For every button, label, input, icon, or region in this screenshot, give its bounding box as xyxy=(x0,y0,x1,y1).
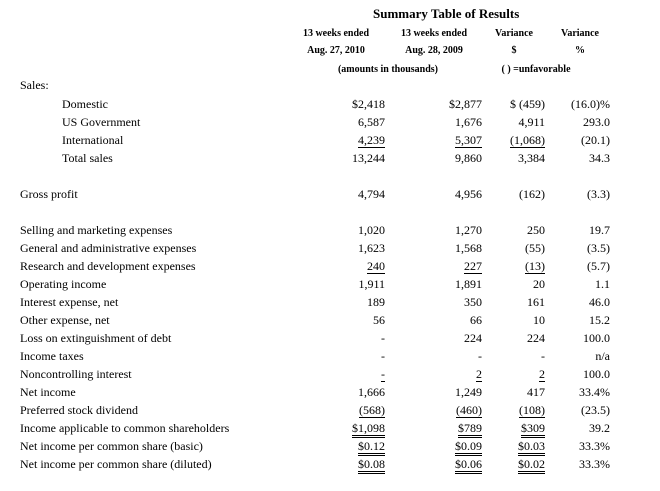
row-label: Net income per common share (basic) xyxy=(20,439,203,453)
table-cell-c4: 33.3% xyxy=(579,457,610,471)
table-cell xyxy=(373,313,385,328)
table-cell-c3: 250 xyxy=(527,223,545,237)
table-cell-c1: - xyxy=(381,331,385,345)
row-label: Gross profit xyxy=(20,187,78,201)
table-cell xyxy=(518,457,545,472)
table-cell-c1: - xyxy=(381,349,385,363)
table-cell xyxy=(455,457,482,472)
table-cell-c3: 3,384 xyxy=(518,151,545,165)
row-label: Interest expense, net xyxy=(20,295,119,309)
col4-header-line2: % xyxy=(575,45,585,56)
table-cell-c3: 2 xyxy=(539,367,545,381)
table-cell-c3: 20 xyxy=(533,277,545,291)
row-label: Research and development expenses xyxy=(20,259,196,273)
table-cell-c1: (568) xyxy=(359,403,385,417)
row-label: International xyxy=(62,133,124,147)
table-cell xyxy=(358,277,385,292)
table-cell xyxy=(589,151,610,166)
table-cell-c1: 56 xyxy=(373,313,385,327)
table-cell-c2: 2 xyxy=(476,367,482,381)
table-cell-c1: 13,244 xyxy=(352,151,385,165)
table-cell xyxy=(381,349,385,364)
row-label: Selling and marketing expenses xyxy=(20,223,173,237)
table-cell-c4: 34.3 xyxy=(589,151,610,165)
table-cell-c2: 224 xyxy=(464,331,482,345)
table-cell xyxy=(583,367,610,382)
table-cell xyxy=(352,97,385,112)
table-cell xyxy=(510,133,545,148)
row-label: Other expense, net xyxy=(20,313,110,327)
table-cell-c1: 189 xyxy=(367,295,385,309)
table-cell xyxy=(358,115,385,130)
table-cell-c2: 1,568 xyxy=(455,241,482,255)
table-cell xyxy=(510,97,545,112)
table-cell-c1: 1,666 xyxy=(358,385,385,399)
table-cell-c4: 33.4% xyxy=(579,385,610,399)
table-cell-c4: 100.0 xyxy=(583,331,610,345)
table-cell xyxy=(579,385,610,400)
table-cell xyxy=(589,313,610,328)
table-cell-c2: 1,270 xyxy=(455,223,482,237)
table-cell-c4: 100.0 xyxy=(583,367,610,381)
table-cell xyxy=(519,187,545,202)
table-cell xyxy=(581,403,610,418)
table-cell-c3: $0.02 xyxy=(518,457,545,474)
table-cell-c3: 4,911 xyxy=(518,115,545,129)
table-cell-c3: $0.03 xyxy=(518,439,545,456)
table-cell-c3: 224 xyxy=(527,331,545,345)
table-cell xyxy=(476,367,482,382)
table-cell xyxy=(381,367,385,382)
table-cell-c2: - xyxy=(478,349,482,363)
table-cell xyxy=(358,223,385,238)
table-cell-c1: 1,911 xyxy=(358,277,385,291)
table-cell-c1: 4,239 xyxy=(358,133,385,147)
col2-header-line1: 13 weeks ended xyxy=(400,28,468,39)
table-cell xyxy=(571,97,610,112)
row-label: Domestic xyxy=(62,97,108,111)
table-cell-c4: (3.5) xyxy=(587,241,610,255)
col1-header-line2: Aug. 27, 2010 xyxy=(307,45,365,56)
table-cell-c2: $0.06 xyxy=(455,457,482,474)
table-cell xyxy=(381,331,385,346)
row-label: Sales: xyxy=(20,78,49,92)
row-label: Income taxes xyxy=(20,349,84,363)
table-cell-c4: (16.0)% xyxy=(571,97,610,111)
table-cell-c2: 4,956 xyxy=(455,187,482,201)
table-cell-c1: 6,587 xyxy=(358,115,385,129)
table-cell xyxy=(583,115,610,130)
row-label: Total sales xyxy=(62,151,113,165)
row-label: Noncontrolling interest xyxy=(20,367,132,381)
col3-header-line1: Variance xyxy=(495,28,533,39)
table-cell-c3: (108) xyxy=(519,403,545,417)
col4-header-line1: Variance xyxy=(561,28,599,39)
table-title-text: Summary Table of Results xyxy=(373,6,520,21)
table-cell xyxy=(464,259,482,274)
table-cell-c3: $309 xyxy=(521,421,545,438)
table-cell xyxy=(449,97,482,112)
table-cell xyxy=(358,133,385,148)
table-cell xyxy=(470,313,482,328)
table-cell xyxy=(589,421,610,436)
table-cell xyxy=(464,295,482,310)
table-cell xyxy=(455,187,482,202)
table-cell xyxy=(456,403,482,418)
table-cell-c2: 66 xyxy=(470,313,482,327)
table-cell xyxy=(525,259,545,274)
table-cell-c4: (3.3) xyxy=(587,187,610,201)
table-cell xyxy=(527,385,545,400)
table-cell-c1: 1,623 xyxy=(358,241,385,255)
table-cell xyxy=(583,331,610,346)
table-cell xyxy=(533,277,545,292)
table-cell-c2: $0.09 xyxy=(455,439,482,456)
table-cell-c1: 240 xyxy=(367,259,385,273)
table-cell-c4: (5.7) xyxy=(587,259,610,273)
table-cell xyxy=(587,241,610,256)
row-label: Net income xyxy=(20,385,76,399)
table-cell-c4: 15.2 xyxy=(589,313,610,327)
table-cell xyxy=(581,133,610,148)
table-cell xyxy=(352,151,385,166)
table-cell xyxy=(478,349,482,364)
table-cell xyxy=(352,421,385,436)
table-cell xyxy=(541,349,545,364)
table-cell xyxy=(579,439,610,454)
table-cell xyxy=(539,367,545,382)
row-label: Preferred stock dividend xyxy=(20,403,138,417)
table-cell xyxy=(358,241,385,256)
table-cell xyxy=(464,331,482,346)
table-cell xyxy=(455,133,482,148)
table-cell-c1: $2,418 xyxy=(352,97,385,111)
table-cell-c2: 350 xyxy=(464,295,482,309)
col3-header-line2: $ xyxy=(511,45,517,56)
table-cell-c3: $ (459) xyxy=(510,97,545,111)
table-cell xyxy=(458,421,482,436)
table-cell-c4: 46.0 xyxy=(589,295,610,309)
table-cell-c2: $789 xyxy=(458,421,482,438)
table-cell xyxy=(527,295,545,310)
table-cell xyxy=(367,259,385,274)
table-cell-c1: 4,794 xyxy=(358,187,385,201)
row-label: Loss on extinguishment of debt xyxy=(20,331,172,345)
table-cell-c3: - xyxy=(541,349,545,363)
table-cell xyxy=(367,295,385,310)
row-label: Net income per common share (diluted) xyxy=(20,457,212,471)
table-cell xyxy=(358,439,385,454)
table-cell-c4: 293.0 xyxy=(583,115,610,129)
table-cell xyxy=(358,457,385,472)
table-cell-c1: 1,020 xyxy=(358,223,385,237)
table-cell-c2: 227 xyxy=(464,259,482,273)
table-cell-c2: 1,891 xyxy=(455,277,482,291)
table-cell-c1: - xyxy=(381,367,385,381)
col2-header-line2: Aug. 28, 2009 xyxy=(405,45,463,56)
table-cell xyxy=(595,277,610,292)
table-cell xyxy=(358,385,385,400)
table-cell xyxy=(587,259,610,274)
table-cell xyxy=(527,223,545,238)
table-cell-c4: 19.7 xyxy=(589,223,610,237)
table-cell xyxy=(595,349,610,364)
table-cell xyxy=(527,331,545,346)
table-cell xyxy=(518,151,545,166)
table-cell-c2: $2,877 xyxy=(449,97,482,111)
table-cell xyxy=(455,277,482,292)
table-cell xyxy=(518,115,545,130)
table-cell-c3: 161 xyxy=(527,295,545,309)
table-cell-c4: 1.1 xyxy=(595,277,610,291)
table-cell-c3: 10 xyxy=(533,313,545,327)
table-cell-c4: 33.3% xyxy=(579,439,610,453)
row-label: General and administrative expenses xyxy=(20,241,197,255)
table-cell xyxy=(455,223,482,238)
table-cell-c3: (55) xyxy=(525,241,545,255)
table-cell xyxy=(455,439,482,454)
table-cell-c4: (23.5) xyxy=(581,403,610,417)
table-cell xyxy=(519,403,545,418)
table-cell xyxy=(455,385,482,400)
table-cell-c2: (460) xyxy=(456,403,482,417)
table-cell-c3: (162) xyxy=(519,187,545,201)
units-note: (amounts in thousands) xyxy=(337,64,439,75)
table-cell xyxy=(579,457,610,472)
table-cell xyxy=(518,439,545,454)
table-cell-c3: 417 xyxy=(527,385,545,399)
table-cell-c1: $1,098 xyxy=(352,421,385,438)
table-cell-c3: (13) xyxy=(525,259,545,273)
row-label: US Government xyxy=(62,115,141,129)
table-cell xyxy=(455,115,482,130)
table-cell xyxy=(521,421,545,436)
table-cell-c4: n/a xyxy=(595,349,610,363)
row-label: Operating income xyxy=(20,277,107,291)
table-cell-c2: 5,307 xyxy=(455,133,482,147)
table-cell xyxy=(587,187,610,202)
table-cell-c2: 9,860 xyxy=(455,151,482,165)
table-cell-c1: $0.12 xyxy=(358,439,385,456)
table-cell-c3: (1,068) xyxy=(510,133,545,147)
table-cell xyxy=(589,295,610,310)
table-cell xyxy=(455,241,482,256)
row-label: Income applicable to common shareholders xyxy=(20,421,230,435)
table-cell-c2: 1,676 xyxy=(455,115,482,129)
table-cell xyxy=(359,403,385,418)
table-cell-c1: $0.08 xyxy=(358,457,385,474)
table-cell-c4: 39.2 xyxy=(589,421,610,435)
table-cell-c4: (20.1) xyxy=(581,133,610,147)
table-cell xyxy=(525,241,545,256)
table-cell xyxy=(455,151,482,166)
table-cell xyxy=(533,313,545,328)
table-cell-c2: 1,249 xyxy=(455,385,482,399)
col1-header-line1: 13 weeks ended xyxy=(302,28,370,39)
table-cell xyxy=(589,223,610,238)
unfavorable-note: ( ) =unfavorable xyxy=(501,64,571,75)
table-cell xyxy=(358,187,385,202)
